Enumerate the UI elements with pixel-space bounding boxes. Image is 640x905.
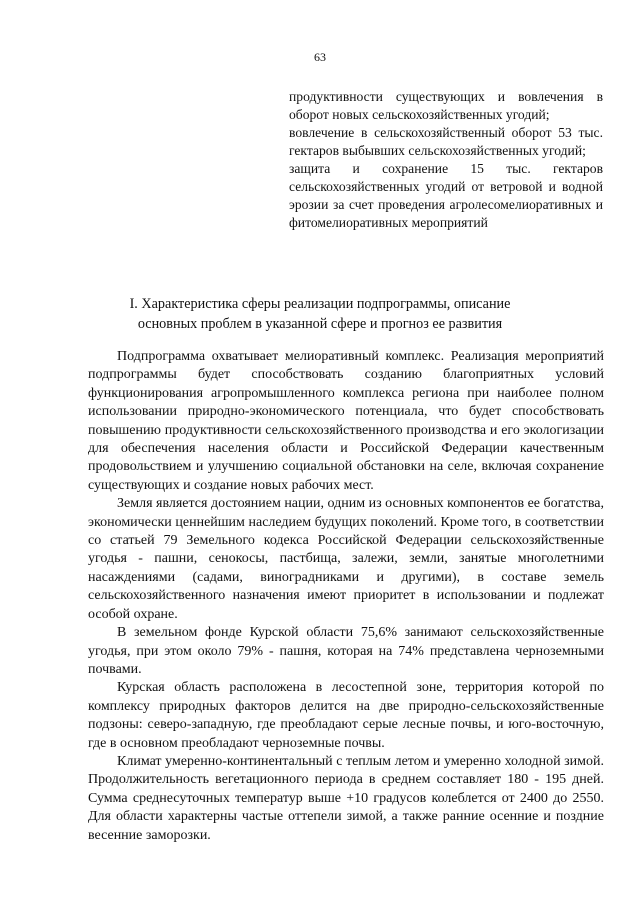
- list-item: защита и сохранение 15 тыс. гектаров сельскохозяйственных угодий от ветровой и водной эрозии за счет проведения агролесомелиоративных и фитомелиоративных мероприятий: [289, 161, 603, 230]
- page-number: 63: [314, 50, 326, 64]
- body-text: [88, 348, 604, 845]
- list-item: продуктивности существующих и вовлечения в оборот новых сельскохозяйственных угодий;: [289, 89, 603, 122]
- section-heading-line: основных проблем в указанной сфере и прогноз ее развития: [137, 316, 503, 332]
- section-heading: [110, 294, 530, 334]
- paragraph: Климат умеренно-континентальный с теплым летом и умеренно холодной зимой. Продолжительность вегетационного периода в среднем составляет 180 - 195 дней. Сумма среднесуточных температур выше +10 градусов колеблется от 2400 до 2550. Для области характерны частые оттепели зимой, а также ранние осенние и поздние весенние заморозки.: [88, 753, 604, 843]
- list-item: вовлечение в сельскохозяйственный оборот 53 тыс. гектаров выбывших сельскохозяйственных угодий;: [289, 125, 603, 158]
- continued-list: [289, 88, 603, 232]
- paragraph: Курская область расположена в лесостепной зоне, территория которой по комплексу природных факторов делится на две природно-сельскохозяйственные подзоны: северо-западную, где преобладают серые лесные почвы, и юго-восточную, где в основном преобладают черноземные почвы.: [88, 680, 604, 751]
- paragraph: Земля является достоянием нации, одним из основных компонентов ее богатства, экономически ценнейшим наследием будущих поколений. Кроме того, в соответствии со статьей 79 Земельного кодекса Российской Федерации сельскохозяйственные угодья - пашни, сенокосы, пастбища, залежи, земли, занятые многолетними насаждениями (садами, виноградниками и другими), в составе земель сельскохозяйственного назначения имеют приоритет в использовании и подлежат особой охране.: [88, 496, 604, 622]
- paragraph: Подпрограмма охватывает мелиоративный комплекс. Реализация мероприятий подпрограммы будет способствовать созданию благоприятных условий функционирования агропромышленного комплекса региона при наиболее полном использовании природно-экономического потенциала, что будет способствовать повышению продуктивности сельскохозяйственного производства и его экологизации для обеспечения населения области и Российской Федерации качественным продовольствием и улучшению социальной обстановки на селе, включая сохранение существующих и создание новых рабочих мест.: [88, 349, 604, 493]
- paragraph: В земельном фонде Курской области 75,6% занимают сельскохозяйственные угодья, при этом около 79% - пашня, которая на 74% представлена черноземными почвами.: [88, 625, 604, 677]
- section-heading-line: I. Характеристика сферы реализации подпрограммы, описание: [129, 296, 511, 312]
